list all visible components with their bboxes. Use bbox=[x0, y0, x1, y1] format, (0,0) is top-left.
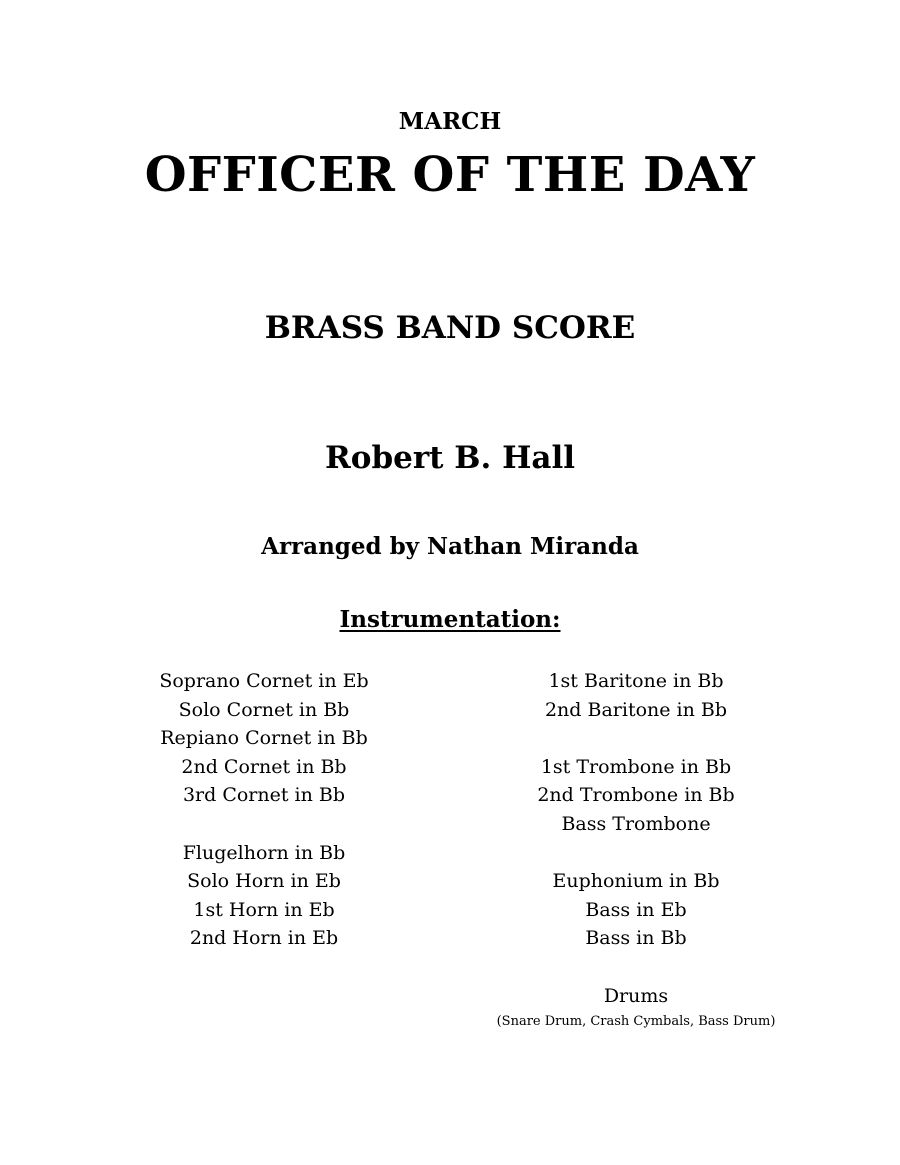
instrument-item: Bass in Eb bbox=[585, 898, 687, 921]
composer-name: Robert B. Hall bbox=[325, 440, 575, 476]
page-title: OFFICER OF THE DAY bbox=[144, 147, 756, 203]
instrument-item: Repiano Cornet in Bb bbox=[160, 727, 368, 750]
instrument-item: 2nd Cornet in Bb bbox=[181, 755, 347, 778]
instrument-item: Solo Cornet in Bb bbox=[178, 698, 350, 721]
instrument-item: 2nd Trombone in Bb bbox=[537, 784, 735, 807]
instrument-item: Flugelhorn in Bb bbox=[182, 841, 346, 864]
instrument-item: Bass in Bb bbox=[585, 927, 687, 950]
instrument-item: 2nd Baritone in Bb bbox=[544, 698, 728, 721]
instrument-item: Solo Horn in Eb bbox=[187, 870, 341, 893]
arranger-credit: Arranged by Nathan Miranda bbox=[261, 533, 639, 560]
subtitle: MARCH bbox=[398, 108, 502, 135]
instrumentation-heading: Instrumentation: bbox=[339, 606, 561, 633]
drums-detail: (Snare Drum, Crash Cymbals, Bass Drum) bbox=[496, 1014, 776, 1029]
list-spacer bbox=[456, 724, 816, 753]
instrument-item: Bass Trombone bbox=[561, 812, 711, 835]
instrument-list-left bbox=[84, 667, 444, 953]
instrument-item: 3rd Cornet in Bb bbox=[182, 784, 346, 807]
instrument-item: Soprano Cornet in Eb bbox=[159, 670, 369, 692]
drums-label: Drums bbox=[603, 985, 669, 1007]
list-spacer bbox=[84, 810, 444, 839]
instrument-list-right bbox=[456, 667, 816, 953]
score-type: BRASS BAND SCORE bbox=[264, 310, 636, 346]
instrument-item: 1st Horn in Eb bbox=[193, 898, 335, 921]
instrument-item: Euphonium in Bb bbox=[552, 870, 720, 893]
instrument-item: 2nd Horn in Eb bbox=[189, 927, 339, 950]
instrument-item: 1st Baritone in Bb bbox=[548, 670, 724, 692]
list-spacer bbox=[456, 839, 816, 868]
instrument-item: 1st Trombone in Bb bbox=[540, 755, 732, 778]
